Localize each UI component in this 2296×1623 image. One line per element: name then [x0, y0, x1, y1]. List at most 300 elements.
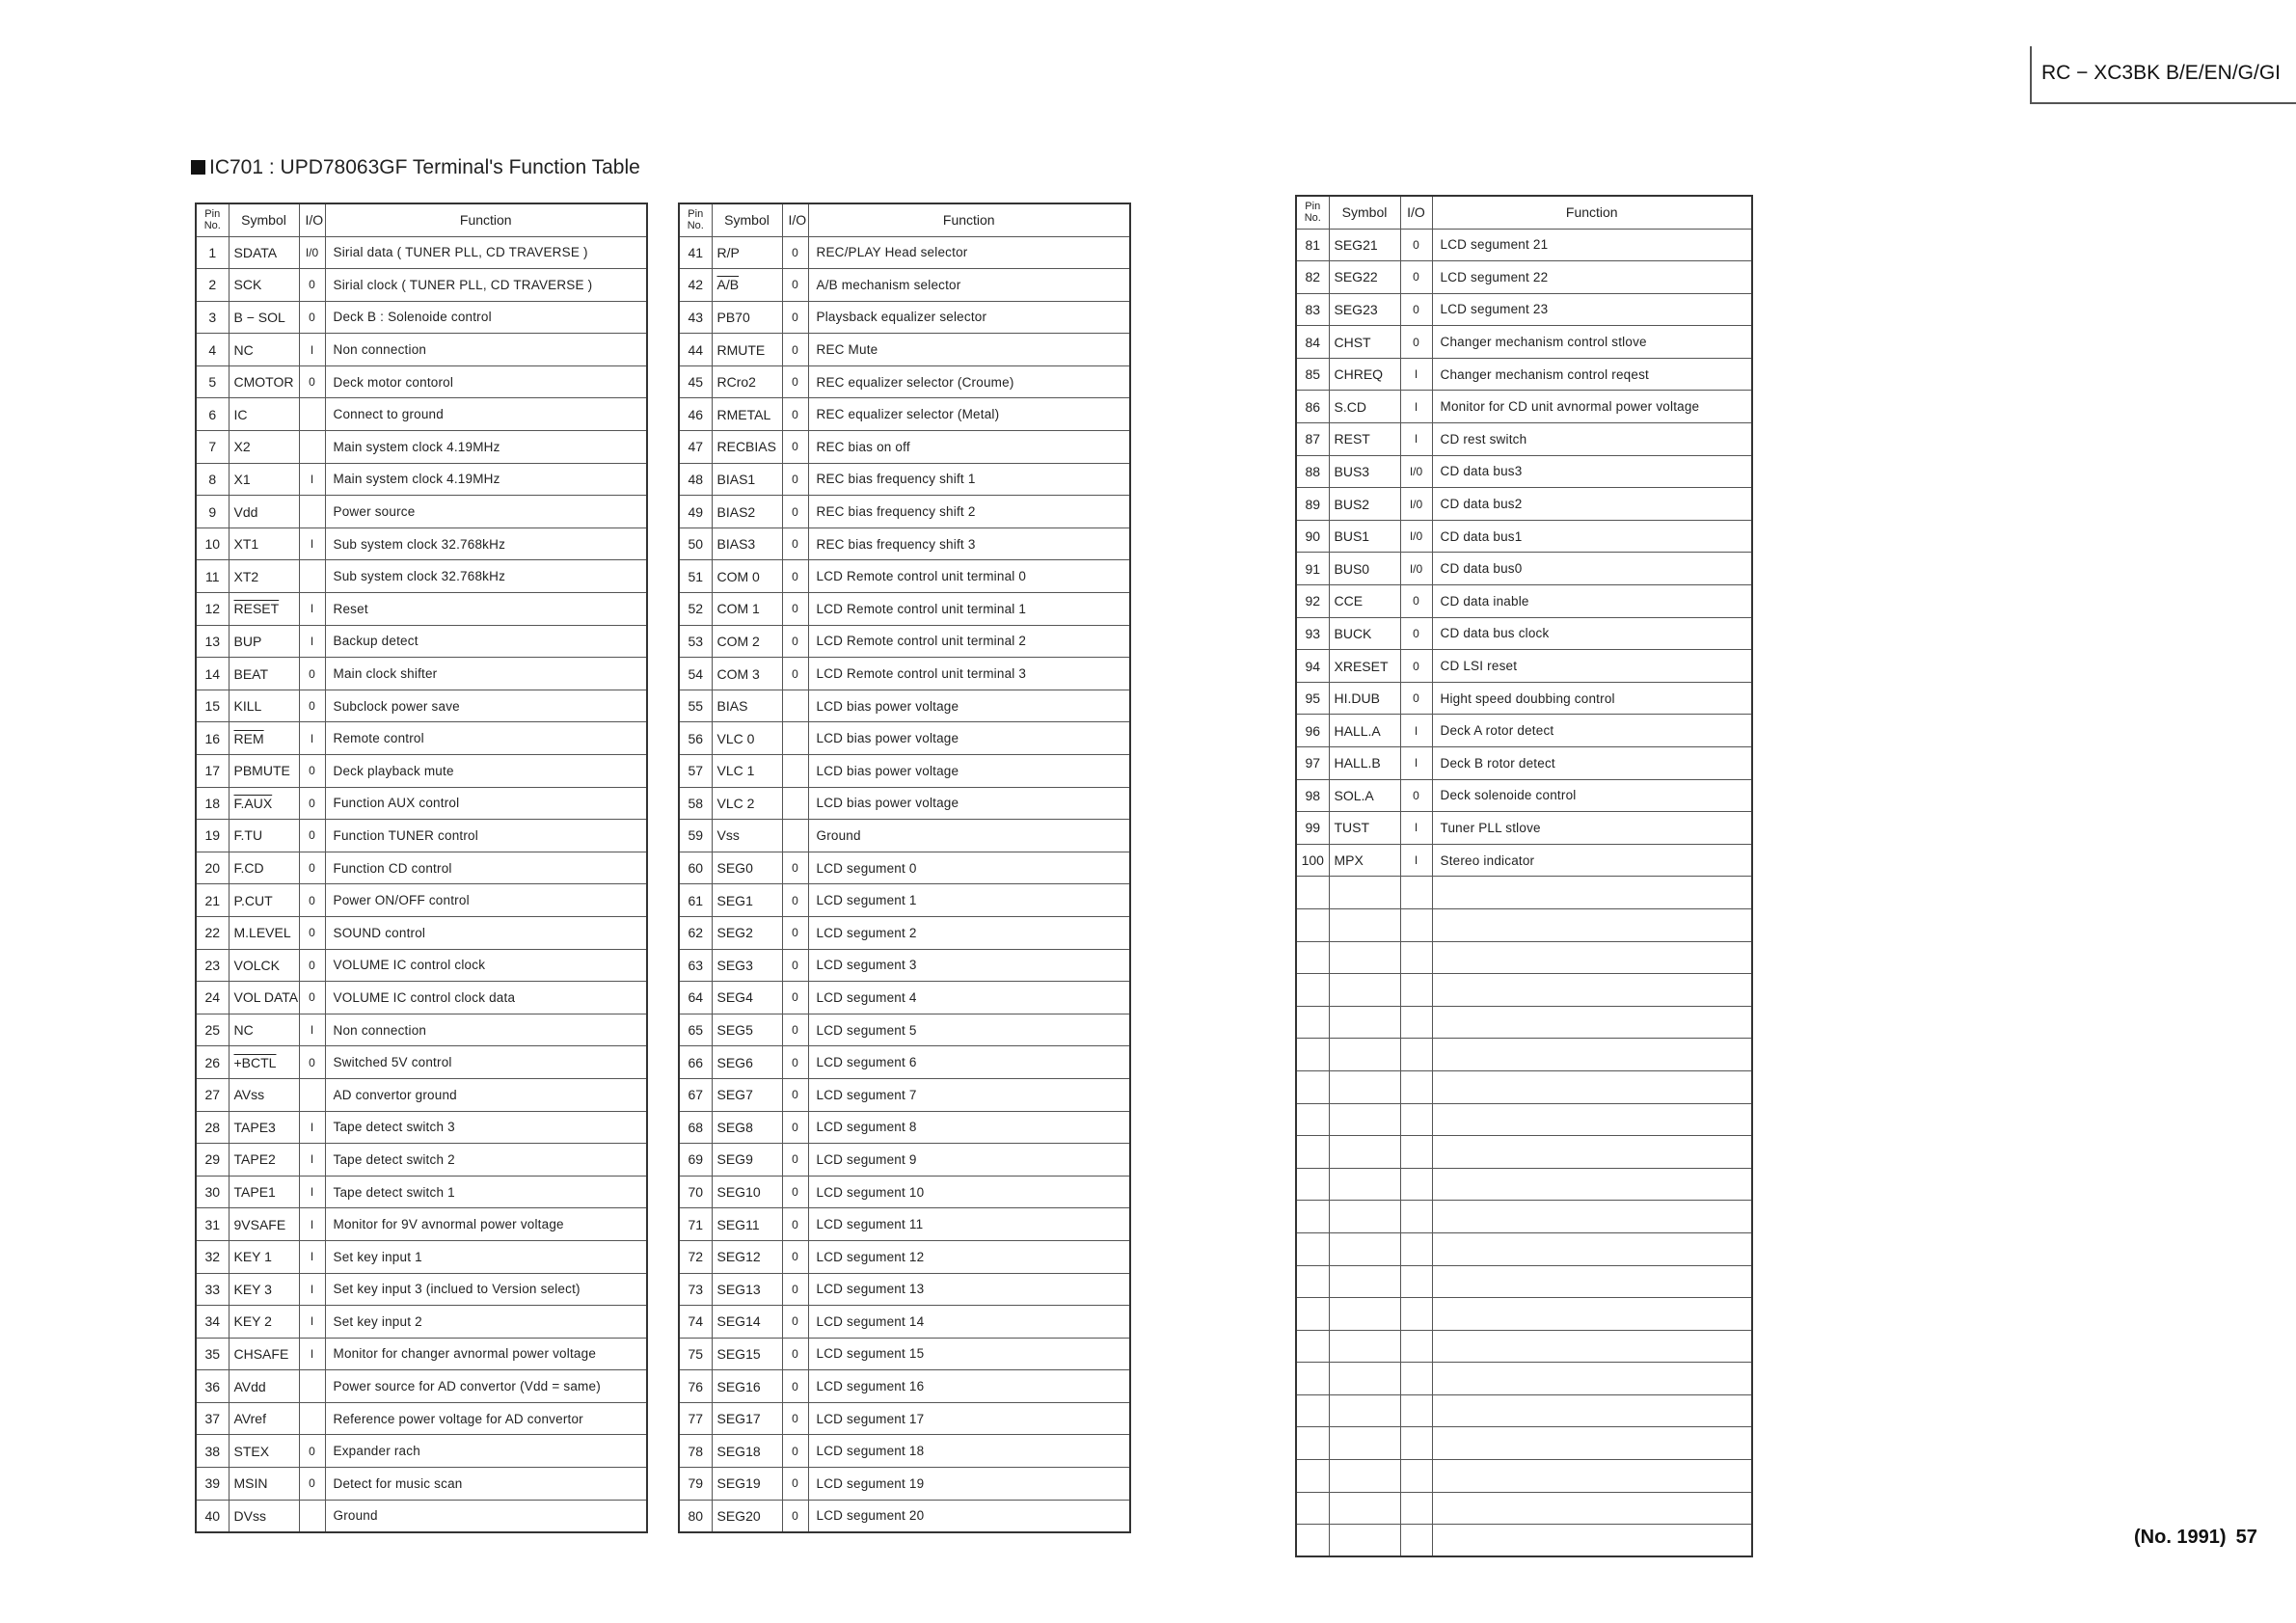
symbol-cell — [1329, 974, 1400, 1007]
pin-cell: 33 — [196, 1273, 229, 1306]
function-cell: REC bias frequency shift 2 — [808, 496, 1130, 528]
pin-cell: 100 — [1296, 844, 1329, 877]
table-row — [1296, 1330, 1752, 1363]
symbol-cell — [1329, 1330, 1400, 1363]
pin-cell: 93 — [1296, 617, 1329, 650]
function-cell: Changer mechanism control stlove — [1432, 326, 1752, 359]
function-cell: LCD segument 19 — [808, 1468, 1130, 1501]
symbol-cell — [1329, 1070, 1400, 1103]
symbol-cell — [1329, 908, 1400, 941]
table-row — [196, 1208, 647, 1241]
io-cell: 0 — [782, 1500, 808, 1532]
pin-cell: 45 — [679, 365, 712, 398]
pin-cell: 86 — [1296, 391, 1329, 423]
io-cell: 0 — [1400, 326, 1432, 359]
function-cell — [1432, 974, 1752, 1007]
function-cell: Main system clock 4.19MHz — [325, 463, 647, 496]
col-symbol-header: Symbol — [712, 203, 782, 236]
pin-cell: 12 — [196, 593, 229, 626]
io-cell: I — [299, 1014, 325, 1046]
function-cell — [1432, 1363, 1752, 1395]
pin-cell: 74 — [679, 1306, 712, 1339]
symbol-cell: HALL.B — [1329, 747, 1400, 780]
function-cell: Monitor for CD unit avnormal power voltage — [1432, 391, 1752, 423]
symbol-cell: AVref — [229, 1402, 299, 1435]
symbol-cell: BIAS3 — [712, 527, 782, 560]
function-cell: Power source for AD convertor (Vdd = same) — [325, 1370, 647, 1403]
io-cell: I — [1400, 812, 1432, 845]
function-cell — [1432, 1168, 1752, 1201]
io-cell: I — [1400, 391, 1432, 423]
io-cell: 0 — [1400, 779, 1432, 812]
pin-cell: 60 — [679, 852, 712, 884]
io-cell: I — [1400, 715, 1432, 747]
table-row — [196, 1144, 647, 1177]
pin-cell: 55 — [679, 690, 712, 722]
symbol-cell: TAPE1 — [229, 1176, 299, 1208]
symbol-cell: CHST — [1329, 326, 1400, 359]
io-cell — [1400, 1460, 1432, 1493]
table-row — [196, 334, 647, 366]
pin-cell: 10 — [196, 527, 229, 560]
io-cell: I — [1400, 747, 1432, 780]
io-cell: 0 — [782, 1435, 808, 1468]
io-cell: 0 — [782, 496, 808, 528]
io-cell — [1400, 1363, 1432, 1395]
pin-cell: 39 — [196, 1468, 229, 1501]
table-row — [196, 593, 647, 626]
symbol-cell: BIAS2 — [712, 496, 782, 528]
pin-cell: 21 — [196, 884, 229, 917]
symbol-cell: CHREQ — [1329, 358, 1400, 391]
pin-cell: 84 — [1296, 326, 1329, 359]
model-number: RC − XC3BK B/E/EN/G/GI — [2041, 62, 2281, 84]
table-row — [679, 1078, 1130, 1111]
symbol-cell: RMUTE — [712, 334, 782, 366]
table-row — [679, 755, 1130, 788]
pin-cell: 49 — [679, 496, 712, 528]
function-cell: Main clock shifter — [325, 658, 647, 690]
function-cell — [1432, 1330, 1752, 1363]
symbol-cell: SEG19 — [712, 1468, 782, 1501]
symbol-cell: TAPE2 — [229, 1144, 299, 1177]
io-cell — [1400, 1330, 1432, 1363]
symbol-cell: SEG9 — [712, 1144, 782, 1177]
io-cell: 0 — [782, 658, 808, 690]
io-cell: 0 — [782, 1306, 808, 1339]
function-cell: LCD segument 17 — [808, 1402, 1130, 1435]
page-number: 57 — [2235, 1527, 2257, 1548]
function-cell: CD rest switch — [1432, 423, 1752, 456]
symbol-cell: SOL.A — [1329, 779, 1400, 812]
pin-cell: 23 — [196, 949, 229, 982]
symbol-cell — [1329, 1363, 1400, 1395]
function-cell: Ground — [325, 1500, 647, 1532]
function-cell: CD data bus clock — [1432, 617, 1752, 650]
symbol-cell: SEG22 — [1329, 261, 1400, 294]
io-cell: 0 — [782, 1014, 808, 1046]
pin-cell: 30 — [196, 1176, 229, 1208]
io-cell: 0 — [782, 301, 808, 334]
symbol-cell: SEG8 — [712, 1111, 782, 1144]
function-table-pins-41-80 — [678, 203, 1131, 1533]
table-row — [679, 593, 1130, 626]
table-row — [1296, 941, 1752, 974]
function-cell: Set key input 2 — [325, 1306, 647, 1339]
io-cell — [1400, 1298, 1432, 1331]
io-cell: 0 — [299, 1435, 325, 1468]
table-row — [196, 1370, 647, 1403]
function-cell: Tape detect switch 2 — [325, 1144, 647, 1177]
pin-cell: 8 — [196, 463, 229, 496]
function-cell: Function AUX control — [325, 787, 647, 820]
symbol-cell: RCro2 — [712, 365, 782, 398]
table-row — [1296, 1039, 1752, 1071]
symbol-cell: NC — [229, 334, 299, 366]
pin-cell — [1296, 1006, 1329, 1039]
io-cell: 0 — [299, 852, 325, 884]
symbol-cell: SEG13 — [712, 1273, 782, 1306]
pin-cell — [1296, 1039, 1329, 1071]
function-cell: Playsback equalizer selector — [808, 301, 1130, 334]
function-cell: Function CD control — [325, 852, 647, 884]
pin-cell: 47 — [679, 431, 712, 464]
table-row — [679, 1370, 1130, 1403]
io-cell: 0 — [782, 916, 808, 949]
pin-cell: 79 — [679, 1468, 712, 1501]
function-cell: LCD segument 1 — [808, 884, 1130, 917]
table-row — [679, 1240, 1130, 1273]
table-row — [196, 1176, 647, 1208]
symbol-cell: +BCTL — [229, 1046, 299, 1079]
function-cell — [1432, 1232, 1752, 1265]
function-cell: Tape detect switch 3 — [325, 1111, 647, 1144]
function-table-pins-1-40 — [195, 203, 648, 1533]
table-row — [679, 560, 1130, 593]
table-row — [196, 1046, 647, 1079]
symbol-cell: BUS0 — [1329, 553, 1400, 585]
pin-cell: 25 — [196, 1014, 229, 1046]
pin-cell: 28 — [196, 1111, 229, 1144]
function-cell — [1432, 1070, 1752, 1103]
symbol-cell: SEG4 — [712, 982, 782, 1014]
symbol-cell: X1 — [229, 463, 299, 496]
table-row — [679, 1014, 1130, 1046]
symbol-cell: SEG2 — [712, 916, 782, 949]
pin-cell: 67 — [679, 1078, 712, 1111]
symbol-cell: SEG12 — [712, 1240, 782, 1273]
pin-cell: 31 — [196, 1208, 229, 1241]
table-row — [196, 1468, 647, 1501]
io-cell: 0 — [782, 560, 808, 593]
table-row — [196, 365, 647, 398]
pin-cell — [1296, 1070, 1329, 1103]
io-cell: I — [299, 334, 325, 366]
function-cell: LCD segument 15 — [808, 1338, 1130, 1370]
io-cell: I — [299, 722, 325, 755]
function-cell — [1432, 877, 1752, 909]
io-cell: 0 — [299, 365, 325, 398]
table-row — [196, 496, 647, 528]
function-cell: Sub system clock 32.768kHz — [325, 560, 647, 593]
pin-cell: 14 — [196, 658, 229, 690]
pin-cell: 24 — [196, 982, 229, 1014]
table-row — [679, 463, 1130, 496]
table-row — [196, 431, 647, 464]
pin-cell — [1296, 1492, 1329, 1525]
pin-cell: 18 — [196, 787, 229, 820]
function-cell: Switched 5V control — [325, 1046, 647, 1079]
symbol-cell: F.AUX — [229, 787, 299, 820]
pin-cell — [1296, 1427, 1329, 1460]
table-row — [679, 1144, 1130, 1177]
pin-cell: 32 — [196, 1240, 229, 1273]
symbol-cell: S.CD — [1329, 391, 1400, 423]
function-cell: CD data bus3 — [1432, 455, 1752, 488]
function-cell: Monitor for 9V avnormal power voltage — [325, 1208, 647, 1241]
pin-cell: 5 — [196, 365, 229, 398]
function-cell: Main system clock 4.19MHz — [325, 431, 647, 464]
pin-cell: 42 — [679, 269, 712, 302]
io-cell: 0 — [782, 982, 808, 1014]
pin-cell — [1296, 1298, 1329, 1331]
table-row — [1296, 650, 1752, 683]
pin-cell: 41 — [679, 236, 712, 269]
io-cell — [299, 1370, 325, 1403]
io-cell: 0 — [782, 1111, 808, 1144]
pin-cell: 52 — [679, 593, 712, 626]
symbol-cell: SEG16 — [712, 1370, 782, 1403]
table-row — [1296, 1298, 1752, 1331]
pin-cell — [1296, 1136, 1329, 1169]
symbol-cell: STEX — [229, 1435, 299, 1468]
function-cell: Power ON/OFF control — [325, 884, 647, 917]
function-cell: LCD segument 9 — [808, 1144, 1130, 1177]
io-cell — [1400, 1039, 1432, 1071]
io-cell — [1400, 908, 1432, 941]
pin-cell: 88 — [1296, 455, 1329, 488]
col-io-header: I/O — [782, 203, 808, 236]
symbol-cell: RESET — [229, 593, 299, 626]
pin-cell: 77 — [679, 1402, 712, 1435]
io-cell: I/0 — [1400, 455, 1432, 488]
pin-cell: 48 — [679, 463, 712, 496]
function-cell — [1432, 1492, 1752, 1525]
table-row — [679, 301, 1130, 334]
function-cell: REC equalizer selector (Croume) — [808, 365, 1130, 398]
io-cell: 0 — [299, 982, 325, 1014]
function-cell: Ground — [808, 820, 1130, 852]
pin-cell: 70 — [679, 1176, 712, 1208]
symbol-cell: XRESET — [1329, 650, 1400, 683]
io-cell — [1400, 1006, 1432, 1039]
col-function-header: Function — [325, 203, 647, 236]
function-cell: Stereo indicator — [1432, 844, 1752, 877]
symbol-cell: SEG5 — [712, 1014, 782, 1046]
io-cell: 0 — [1400, 617, 1432, 650]
io-cell: I/0 — [1400, 488, 1432, 521]
table-row — [1296, 455, 1752, 488]
pin-cell: 91 — [1296, 553, 1329, 585]
symbol-cell: TUST — [1329, 812, 1400, 845]
function-cell: Set key input 1 — [325, 1240, 647, 1273]
symbol-cell: SEG14 — [712, 1306, 782, 1339]
table-header-row — [1296, 196, 1752, 229]
pin-cell: 20 — [196, 852, 229, 884]
symbol-cell — [1329, 1006, 1400, 1039]
symbol-cell: A/B — [712, 269, 782, 302]
table-row — [1296, 585, 1752, 618]
io-cell: 0 — [782, 1402, 808, 1435]
symbol-cell: SEG7 — [712, 1078, 782, 1111]
io-cell: 0 — [782, 236, 808, 269]
io-cell — [1400, 1103, 1432, 1136]
table-row — [1296, 1103, 1752, 1136]
function-cell: Non connection — [325, 1014, 647, 1046]
function-cell — [1432, 1103, 1752, 1136]
io-cell — [1400, 1427, 1432, 1460]
table-row — [196, 658, 647, 690]
table-row — [196, 301, 647, 334]
io-cell: I/0 — [1400, 553, 1432, 585]
io-cell — [299, 560, 325, 593]
table-row — [196, 1273, 647, 1306]
table-row — [1296, 1070, 1752, 1103]
pin-cell: 78 — [679, 1435, 712, 1468]
io-cell: 0 — [299, 916, 325, 949]
table-row — [196, 269, 647, 302]
pin-cell — [1296, 877, 1329, 909]
symbol-cell: CCE — [1329, 585, 1400, 618]
function-cell: LCD bias power voltage — [808, 755, 1130, 788]
function-cell: VOLUME IC control clock data — [325, 982, 647, 1014]
pin-cell: 59 — [679, 820, 712, 852]
symbol-cell: 9VSAFE — [229, 1208, 299, 1241]
function-cell: LCD Remote control unit terminal 2 — [808, 625, 1130, 658]
table-row — [1296, 391, 1752, 423]
io-cell: 0 — [782, 431, 808, 464]
function-cell: REC equalizer selector (Metal) — [808, 398, 1130, 431]
function-cell — [1432, 1039, 1752, 1071]
table-row — [1296, 1136, 1752, 1169]
io-cell: I/0 — [1400, 520, 1432, 553]
symbol-cell: M.LEVEL — [229, 916, 299, 949]
pin-cell: 69 — [679, 1144, 712, 1177]
symbol-cell: IC — [229, 398, 299, 431]
pin-cell — [1296, 974, 1329, 1007]
function-cell: Subclock power save — [325, 690, 647, 722]
symbol-cell: CHSAFE — [229, 1338, 299, 1370]
symbol-cell: MSIN — [229, 1468, 299, 1501]
symbol-cell: R/P — [712, 236, 782, 269]
io-cell: 0 — [299, 949, 325, 982]
function-table-pins-81-100 — [1295, 195, 1753, 1557]
io-cell: 0 — [782, 365, 808, 398]
table-row — [1296, 229, 1752, 261]
symbol-cell: VLC 1 — [712, 755, 782, 788]
io-cell: 0 — [782, 1176, 808, 1208]
function-cell: Hight speed doubbing control — [1432, 682, 1752, 715]
symbol-cell: REST — [1329, 423, 1400, 456]
function-cell: LCD segument 0 — [808, 852, 1130, 884]
pin-cell: 80 — [679, 1500, 712, 1532]
io-cell: 0 — [299, 658, 325, 690]
function-cell: CD data inable — [1432, 585, 1752, 618]
pin-cell — [1296, 1363, 1329, 1395]
function-cell: REC Mute — [808, 334, 1130, 366]
pin-cell — [1296, 1394, 1329, 1427]
pin-cell: 98 — [1296, 779, 1329, 812]
function-cell: Tape detect switch 1 — [325, 1176, 647, 1208]
pin-cell: 72 — [679, 1240, 712, 1273]
table-row — [196, 884, 647, 917]
function-cell: LCD segument 18 — [808, 1435, 1130, 1468]
table-row — [196, 949, 647, 982]
pin-cell — [1296, 941, 1329, 974]
function-cell — [1432, 941, 1752, 974]
table-row — [679, 658, 1130, 690]
symbol-cell — [1329, 1525, 1400, 1557]
io-cell: I — [299, 527, 325, 560]
function-cell: LCD Remote control unit terminal 0 — [808, 560, 1130, 593]
symbol-cell: VLC 0 — [712, 722, 782, 755]
function-cell: Expander rach — [325, 1435, 647, 1468]
symbol-cell: KEY 1 — [229, 1240, 299, 1273]
table-row — [679, 365, 1130, 398]
pin-cell: 44 — [679, 334, 712, 366]
col-symbol-header: Symbol — [1329, 196, 1400, 229]
symbol-cell: RMETAL — [712, 398, 782, 431]
function-cell: LCD segument 6 — [808, 1046, 1130, 1079]
io-cell: 0 — [782, 884, 808, 917]
table-row — [679, 1435, 1130, 1468]
io-cell — [299, 1500, 325, 1532]
pin-cell: 94 — [1296, 650, 1329, 683]
io-cell: I — [299, 1144, 325, 1177]
symbol-cell — [1329, 1427, 1400, 1460]
symbol-cell: X2 — [229, 431, 299, 464]
symbol-cell: SEG21 — [1329, 229, 1400, 261]
table-row — [196, 527, 647, 560]
table-row — [1296, 358, 1752, 391]
function-cell: CD data bus2 — [1432, 488, 1752, 521]
pin-cell: 29 — [196, 1144, 229, 1177]
symbol-cell: BEAT — [229, 658, 299, 690]
function-cell: LCD bias power voltage — [808, 690, 1130, 722]
pin-cell: 7 — [196, 431, 229, 464]
table-row — [1296, 1006, 1752, 1039]
pin-cell — [1296, 1460, 1329, 1493]
table-row — [196, 236, 647, 269]
function-cell — [1432, 1427, 1752, 1460]
function-cell: Monitor for changer avnormal power voltage — [325, 1338, 647, 1370]
table-row — [196, 1500, 647, 1532]
symbol-cell: HALL.A — [1329, 715, 1400, 747]
function-cell: LCD Remote control unit terminal 3 — [808, 658, 1130, 690]
function-cell: REC bias on off — [808, 431, 1130, 464]
table-row — [679, 236, 1130, 269]
symbol-cell: SEG1 — [712, 884, 782, 917]
io-cell: 0 — [782, 852, 808, 884]
function-cell: SOUND control — [325, 916, 647, 949]
io-cell: I — [299, 1306, 325, 1339]
symbol-cell: PBMUTE — [229, 755, 299, 788]
table-row — [679, 1500, 1130, 1532]
symbol-cell: BUP — [229, 625, 299, 658]
function-cell: Sub system clock 32.768kHz — [325, 527, 647, 560]
function-cell — [1432, 1265, 1752, 1298]
table-row — [196, 787, 647, 820]
